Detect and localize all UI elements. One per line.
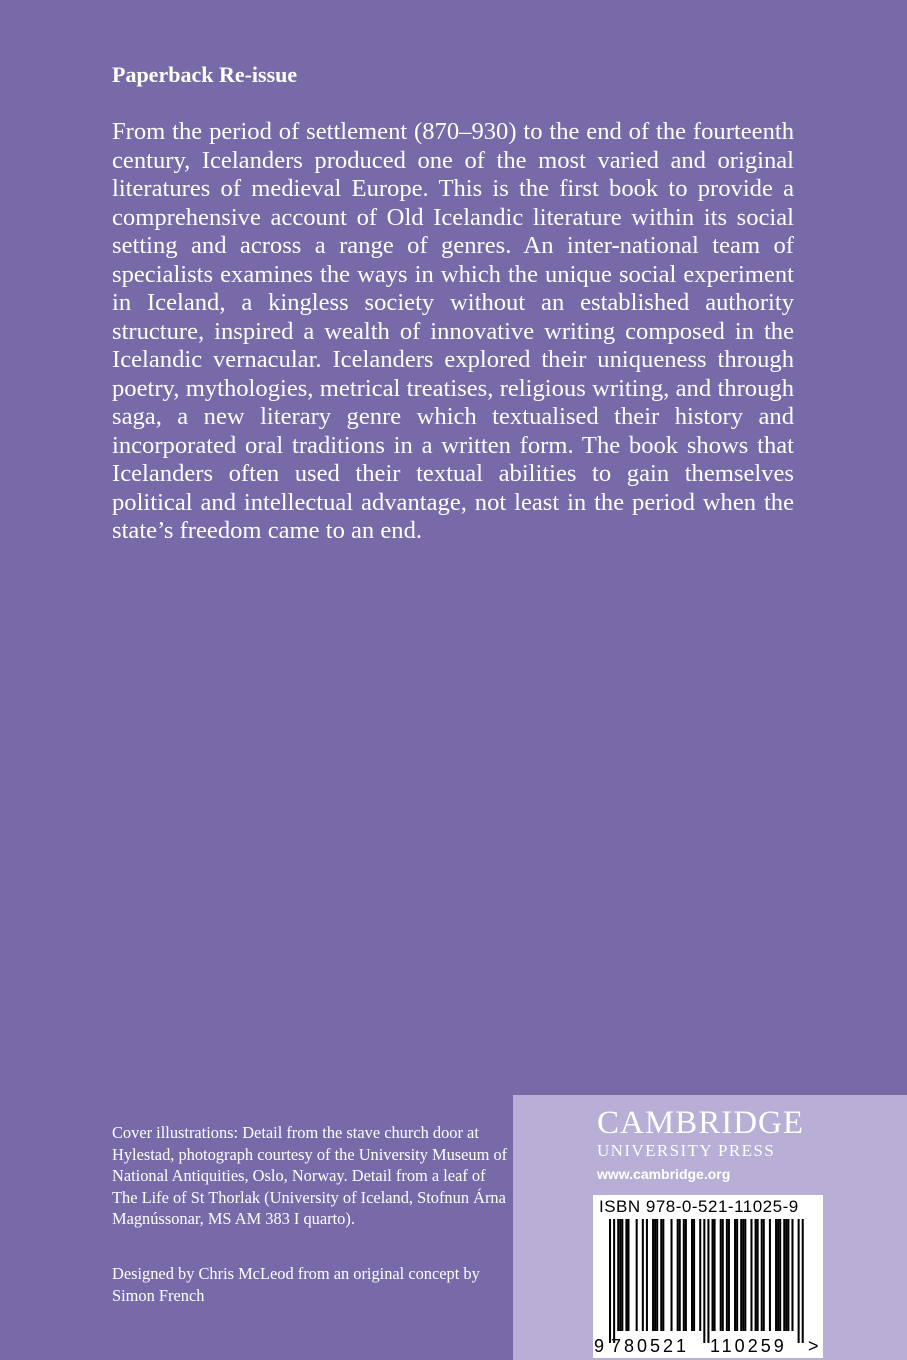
barcode-bar — [714, 1219, 716, 1331]
barcode-bar — [625, 1219, 627, 1331]
barcode-bar — [671, 1219, 673, 1331]
barcode-bar — [621, 1219, 623, 1331]
barcode-bar — [685, 1219, 687, 1331]
section-heading: Paperback Re-issue — [112, 62, 298, 87]
barcode-bar — [744, 1219, 746, 1331]
barcode-bar — [693, 1219, 695, 1331]
barcode-bar — [703, 1219, 705, 1343]
publisher-url: www.cambridge.org — [597, 1166, 731, 1182]
barcode-bar — [662, 1219, 664, 1331]
barcode-bar — [726, 1219, 728, 1331]
publisher-logo-subtitle: UNIVERSITY PRESS — [597, 1141, 776, 1160]
barcode-bar — [779, 1219, 781, 1331]
barcode-bar — [763, 1219, 765, 1331]
barcode-bar — [642, 1219, 644, 1331]
barcode-bar — [613, 1219, 615, 1343]
barcode-bar — [654, 1219, 656, 1331]
barcode-bar — [775, 1219, 777, 1331]
barcode-right-digits: 110259 — [710, 1336, 787, 1356]
barcode-bar — [720, 1219, 722, 1331]
design-credit: Designed by Chris McLeod from an original concept by Simon French — [112, 1264, 480, 1305]
barcode-bar — [798, 1219, 800, 1343]
cover-illustration-credit: Cover illustrations: Detail from the stave church door at Hylestad, photograph courtesy of the University Museum of National Antiquities, Oslo, Norway. Detail from a leaf of The Life of St Thorlak (University of Iceland, Stofnun Árna Magnússonar, MS AM 383 I quarto). — [112, 1123, 508, 1228]
barcode-bar — [636, 1219, 638, 1331]
barcode-bar — [677, 1219, 679, 1331]
barcode-bar — [750, 1219, 752, 1331]
barcode-bar — [728, 1219, 730, 1331]
barcode-bar — [757, 1219, 759, 1331]
barcode-bar — [712, 1219, 714, 1331]
barcode-bar — [619, 1219, 621, 1331]
barcode-bar — [791, 1219, 793, 1331]
barcode-bar — [679, 1219, 681, 1331]
barcode-bar — [783, 1219, 785, 1331]
barcode-bar — [627, 1219, 629, 1331]
barcode-bar — [660, 1219, 662, 1331]
barcode-graphic — [593, 1195, 823, 1358]
barcode-bar — [683, 1219, 685, 1331]
isbn-label: ISBN 978-0-521-11025-9 — [599, 1197, 799, 1216]
publisher-panel — [513, 1095, 907, 1360]
barcode-bar — [802, 1219, 804, 1343]
barcode-bar — [699, 1219, 701, 1331]
barcode-bar — [707, 1219, 709, 1343]
barcode-bar — [769, 1219, 771, 1331]
barcode-bar — [617, 1219, 619, 1331]
barcode-bar — [785, 1219, 787, 1331]
barcode-bar — [734, 1219, 736, 1331]
publisher-logo-name: CAMBRIDGE — [597, 1105, 805, 1141]
barcode-lead-digit: 9 — [594, 1336, 605, 1356]
barcode-bar — [755, 1219, 757, 1331]
barcode-bar — [740, 1219, 742, 1331]
barcode-bar — [736, 1219, 738, 1331]
barcode-bar — [761, 1219, 763, 1331]
barcode-bar — [609, 1219, 611, 1343]
barcode-bar — [656, 1219, 658, 1331]
book-description: From the period of settlement (870–930) to the end of the fourteenth century, Icelanders produced one of the most varied and original literatures of medieval Europe. This is the first book to provide a comprehensive account of Old Icelandic literature within its social setting and across a range of genres. An inter-national team of specialists examines the ways in which the unique social experiment in Iceland, a kingless society without an established authority structure, inspired a wealth of innovative writing composed in the Icelandic vernacular. Icelanders explored their uniqueness through poetry, mythologies, metrical treatises, religious writing, and through saga, a new literary genre which textualised their history and incorporated oral traditions in a written form. The book shows that Icelanders often used their textual abilities to gain themselves political and intellectual advantage, not least in the period when the state’s freedom came to an end. — [112, 118, 794, 544]
barcode-bar — [742, 1219, 744, 1331]
barcode-bar — [787, 1219, 789, 1331]
barcode-bar — [646, 1219, 648, 1331]
isbn-barcode — [593, 1195, 823, 1358]
barcode-quiet-zone-mark: > — [808, 1336, 819, 1356]
barcode-bar — [691, 1219, 693, 1331]
barcode-bar — [777, 1219, 779, 1331]
barcode-left-digits: 780521 — [611, 1336, 690, 1356]
barcode-bar — [652, 1219, 654, 1331]
barcode-bar — [722, 1219, 724, 1331]
